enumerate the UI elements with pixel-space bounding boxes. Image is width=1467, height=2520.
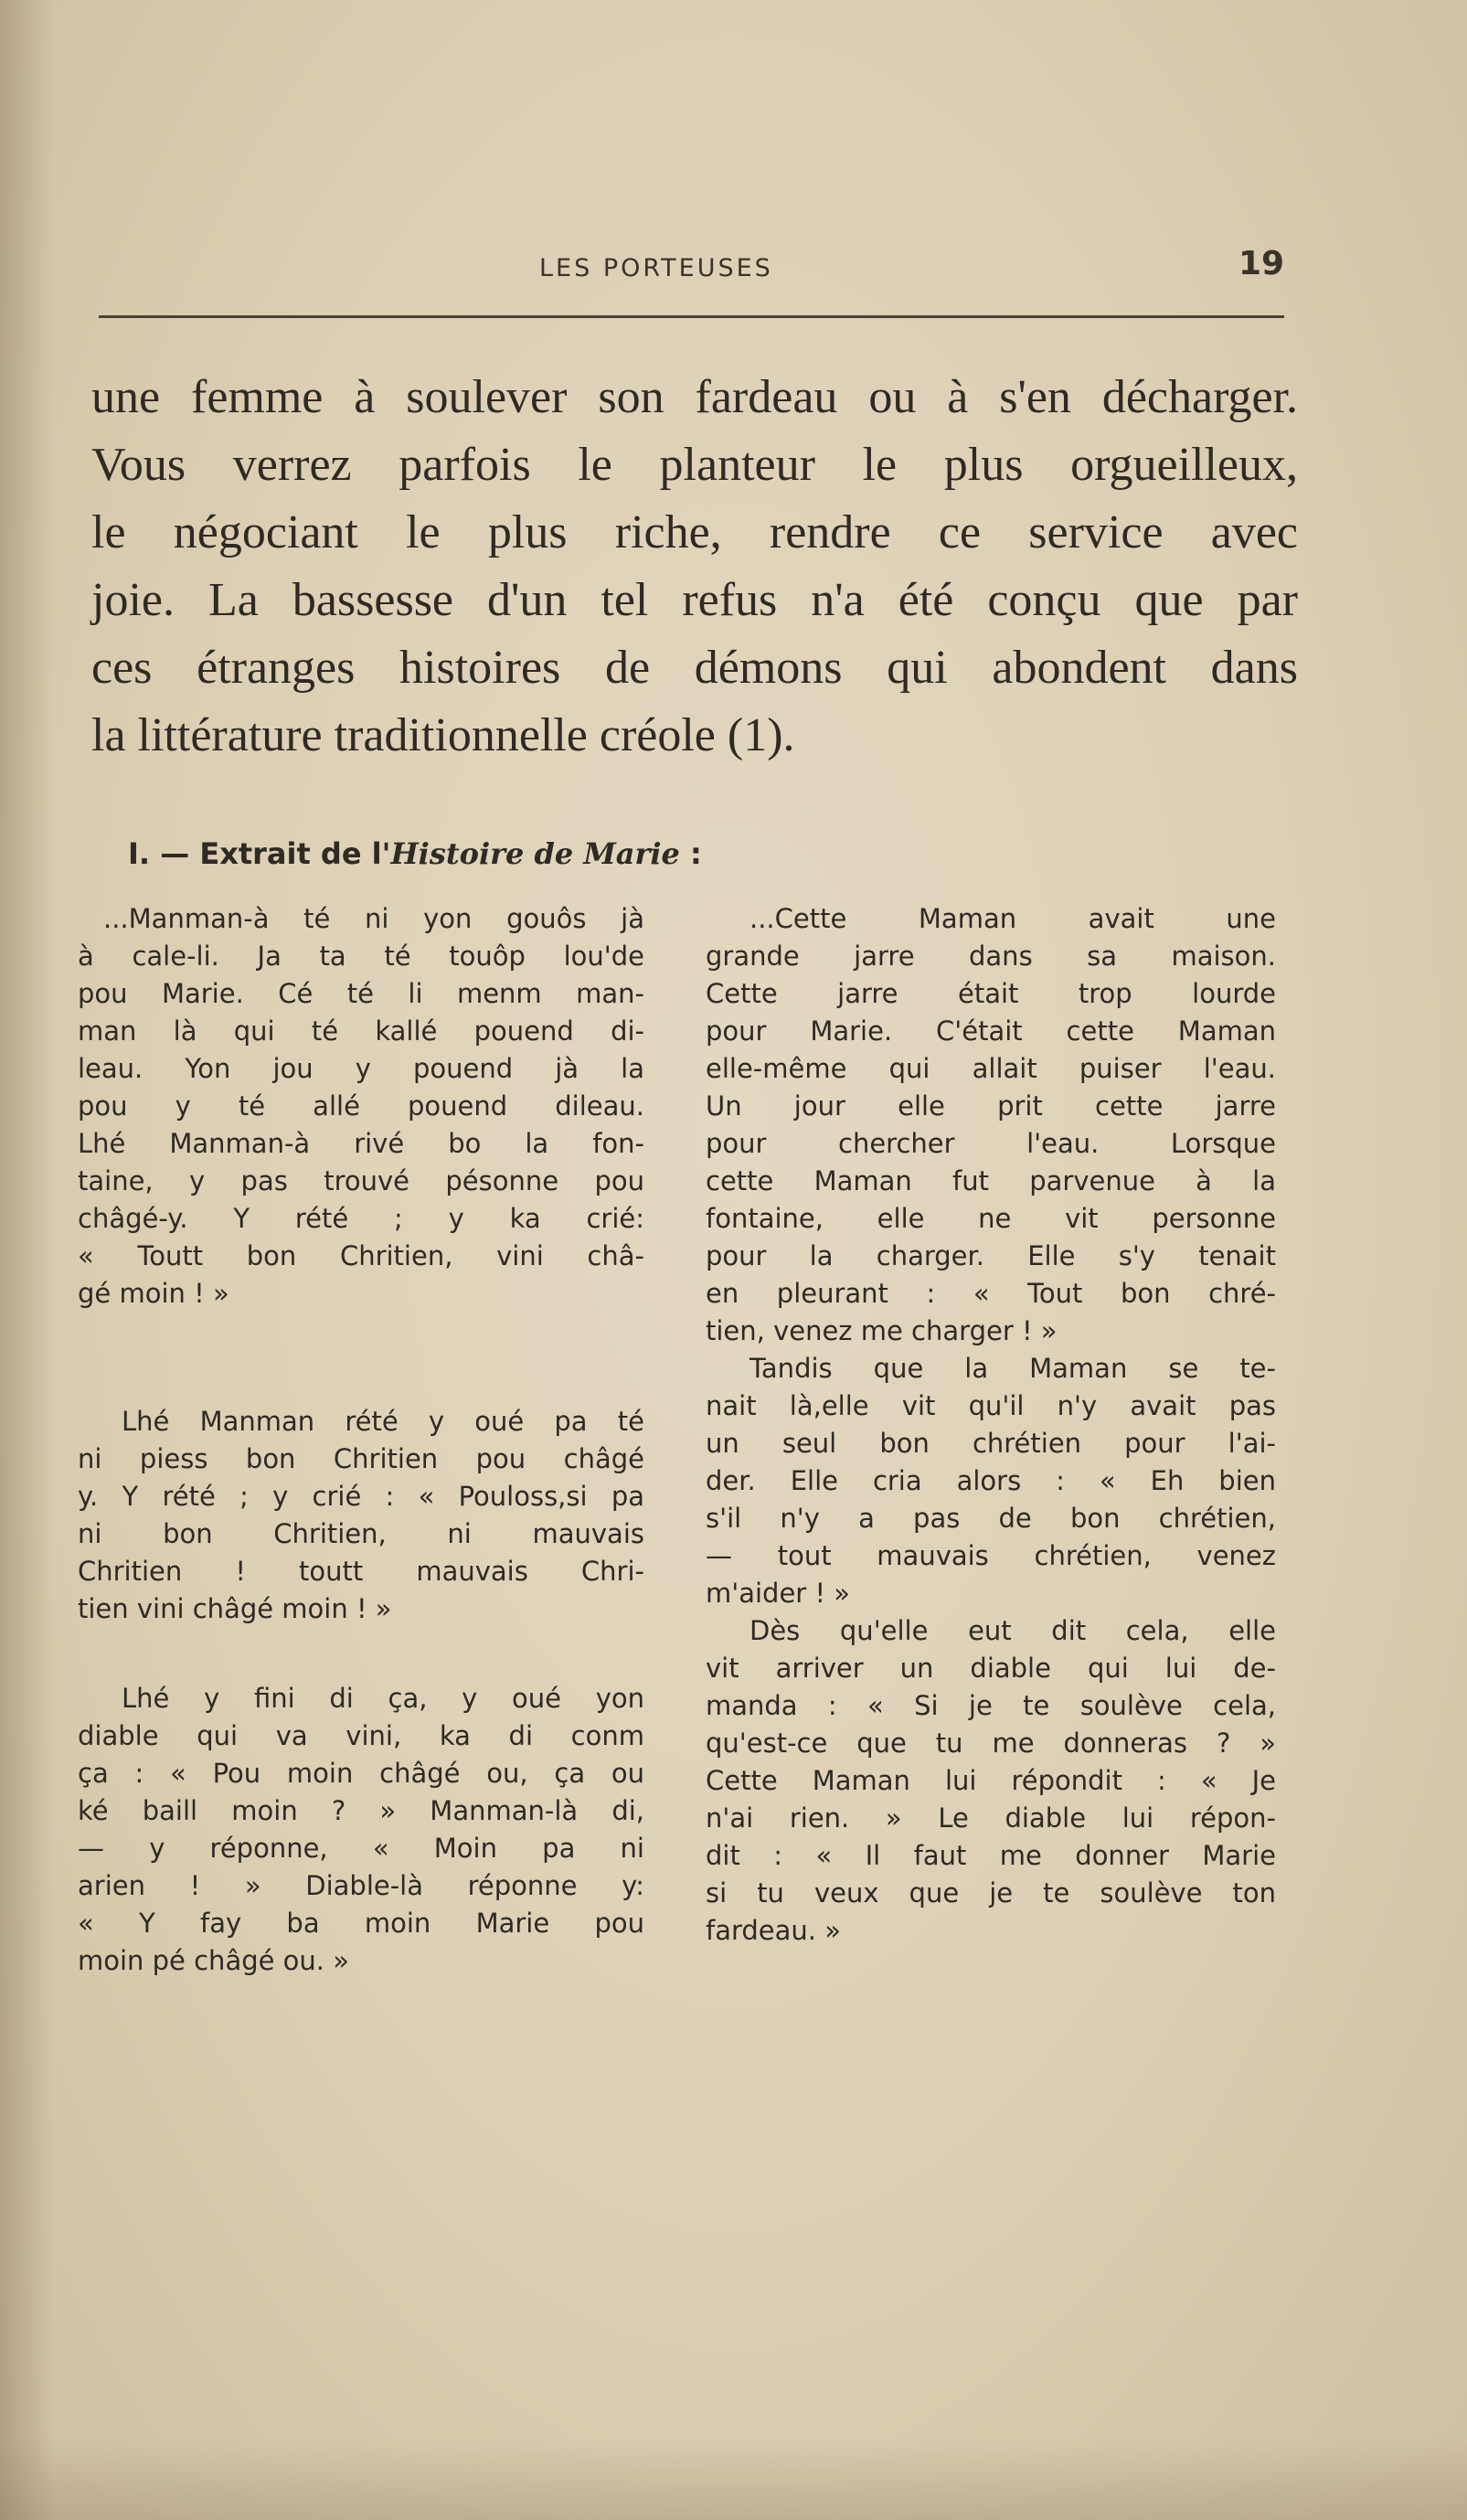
french-line: pour la charger. Elle s'y tenait — [706, 1240, 1276, 1271]
creole-line: tien vini châgé moin ! » — [78, 1593, 392, 1624]
french-line: elle-même qui allait puiser l'eau. — [706, 1053, 1276, 1084]
creole-line: ni bon Chritien, ni mauvais — [78, 1518, 644, 1549]
creole-line: ni piess bon Chritien pou châgé — [78, 1443, 644, 1474]
creole-line: arien ! » Diable-là réponne y: — [78, 1870, 644, 1901]
creole-line: Lhé Manman-à rivé bo la fon- — [78, 1128, 644, 1159]
creole-line: — y réponne, « Moin pa ni — [78, 1833, 644, 1864]
section-title-suffix: : — [679, 836, 702, 871]
creole-line: Lhé Manman rété y oué pa té — [122, 1406, 644, 1437]
french-line: Dès qu'elle eut dit cela, elle — [749, 1615, 1276, 1646]
french-line: qu'est-ce que tu me donneras ? » — [706, 1728, 1276, 1759]
page-bottom-shadow — [0, 2438, 1467, 2520]
creole-line: man là qui té kallé pouend di- — [78, 1015, 644, 1047]
body-line: la littérature traditionnelle créole (1). — [91, 709, 795, 761]
body-line: Vous verrez parfois le planteur le plus orgueilleux, — [91, 439, 1298, 491]
creole-line: châgé-y. Y rété ; y ka crié: — [78, 1203, 644, 1234]
french-line: der. Elle cria alors : « Eh bien — [706, 1465, 1276, 1496]
creole-line: ça : « Pou moin châgé ou, ça ou — [78, 1758, 644, 1789]
creole-line: ...Manman-à té ni yon gouôs jà — [103, 903, 644, 934]
french-line: grande jarre dans sa maison. — [706, 941, 1276, 972]
section-title-work: Histoire de Marie — [390, 836, 680, 871]
body-paragraph — [91, 364, 1298, 770]
creole-line: à cale-li. Ja ta té touôp lou'de — [78, 941, 644, 972]
creole-line: Lhé y fini di ça, y oué yon — [122, 1683, 644, 1714]
french-line: un seul bon chrétien pour l'ai- — [706, 1428, 1276, 1459]
creole-line: leau. Yon jou y pouend jà la — [78, 1053, 644, 1084]
french-line: n'ai rien. » Le diable lui répon- — [706, 1802, 1276, 1834]
creole-block-1 — [78, 900, 644, 1313]
creole-block-3 — [78, 1680, 644, 1980]
french-line: vit arriver un diable qui lui de- — [706, 1653, 1276, 1684]
french-line: en pleurant : « Tout bon chré- — [706, 1278, 1276, 1309]
creole-line: pou Marie. Cé té li menm man- — [78, 978, 644, 1009]
section-title-prefix: I. — Extrait de l' — [128, 836, 391, 871]
body-line: ces étranges histoires de démons qui abondent dans — [91, 642, 1298, 694]
french-line: manda : « Si je te soulève cela, — [706, 1690, 1276, 1721]
creole-line: « Y fay ba moin Marie pou — [78, 1908, 644, 1939]
body-line: le négociant le plus riche, rendre ce service avec — [91, 506, 1298, 558]
french-line: fontaine, elle ne vit personne — [706, 1203, 1276, 1234]
french-line: pour chercher l'eau. Lorsque — [706, 1128, 1276, 1159]
creole-line: ké baill moin ? » Manman-là di, — [78, 1795, 644, 1826]
creole-line: y. Y rété ; y crié : « Pouloss,si pa — [78, 1481, 644, 1512]
page-number: 19 — [1238, 245, 1285, 282]
french-line: — tout mauvais chrétien, venez — [706, 1540, 1276, 1571]
french-line: Cette jarre était trop lourde — [706, 978, 1276, 1009]
french-translation — [706, 900, 1276, 1950]
creole-line: diable qui va vini, ka di conm — [78, 1720, 644, 1751]
creole-line: Chritien ! toutt mauvais Chri- — [78, 1556, 644, 1587]
french-line: tien, venez me charger ! » — [706, 1315, 1058, 1346]
french-line: pour Marie. C'était cette Maman — [706, 1015, 1276, 1047]
french-line: si tu veux que je te soulève ton — [706, 1877, 1276, 1909]
body-line: une femme à soulever son fardeau ou à s'en décharger. — [91, 371, 1298, 423]
french-line: cette Maman fut parvenue à la — [706, 1165, 1276, 1196]
french-line: Un jour elle prit cette jarre — [706, 1090, 1276, 1122]
body-line: joie. La bassesse d'un tel refus n'a été conçu que par — [91, 574, 1298, 626]
french-line: s'il n'y a pas de bon chrétien, — [706, 1503, 1276, 1534]
creole-line: gé moin ! » — [78, 1278, 229, 1309]
french-line: fardeau. » — [706, 1915, 841, 1946]
french-line: nait là,elle vit qu'il n'y avait pas — [706, 1390, 1276, 1421]
creole-line: « Toutt bon Chritien, vini châ- — [78, 1240, 644, 1271]
creole-line: moin pé châgé ou. » — [78, 1945, 349, 1976]
french-line: dit : « Il faut me donner Marie — [706, 1840, 1276, 1871]
french-line: ...Cette Maman avait une — [749, 903, 1276, 934]
french-line: m'aider ! » — [706, 1578, 851, 1609]
french-line: Tandis que la Maman se te- — [749, 1353, 1276, 1384]
creole-block-2 — [78, 1403, 644, 1628]
page-edge-shadow — [0, 0, 55, 2520]
running-head: LES PORTEUSES — [539, 254, 773, 282]
french-line: Cette Maman lui répondit : « Je — [706, 1765, 1276, 1796]
section-title — [128, 836, 702, 871]
header-rule — [99, 315, 1284, 318]
creole-line: pou y té allé pouend dileau. — [78, 1090, 644, 1122]
creole-line: taine, y pas trouvé pésonne pou — [78, 1165, 644, 1196]
